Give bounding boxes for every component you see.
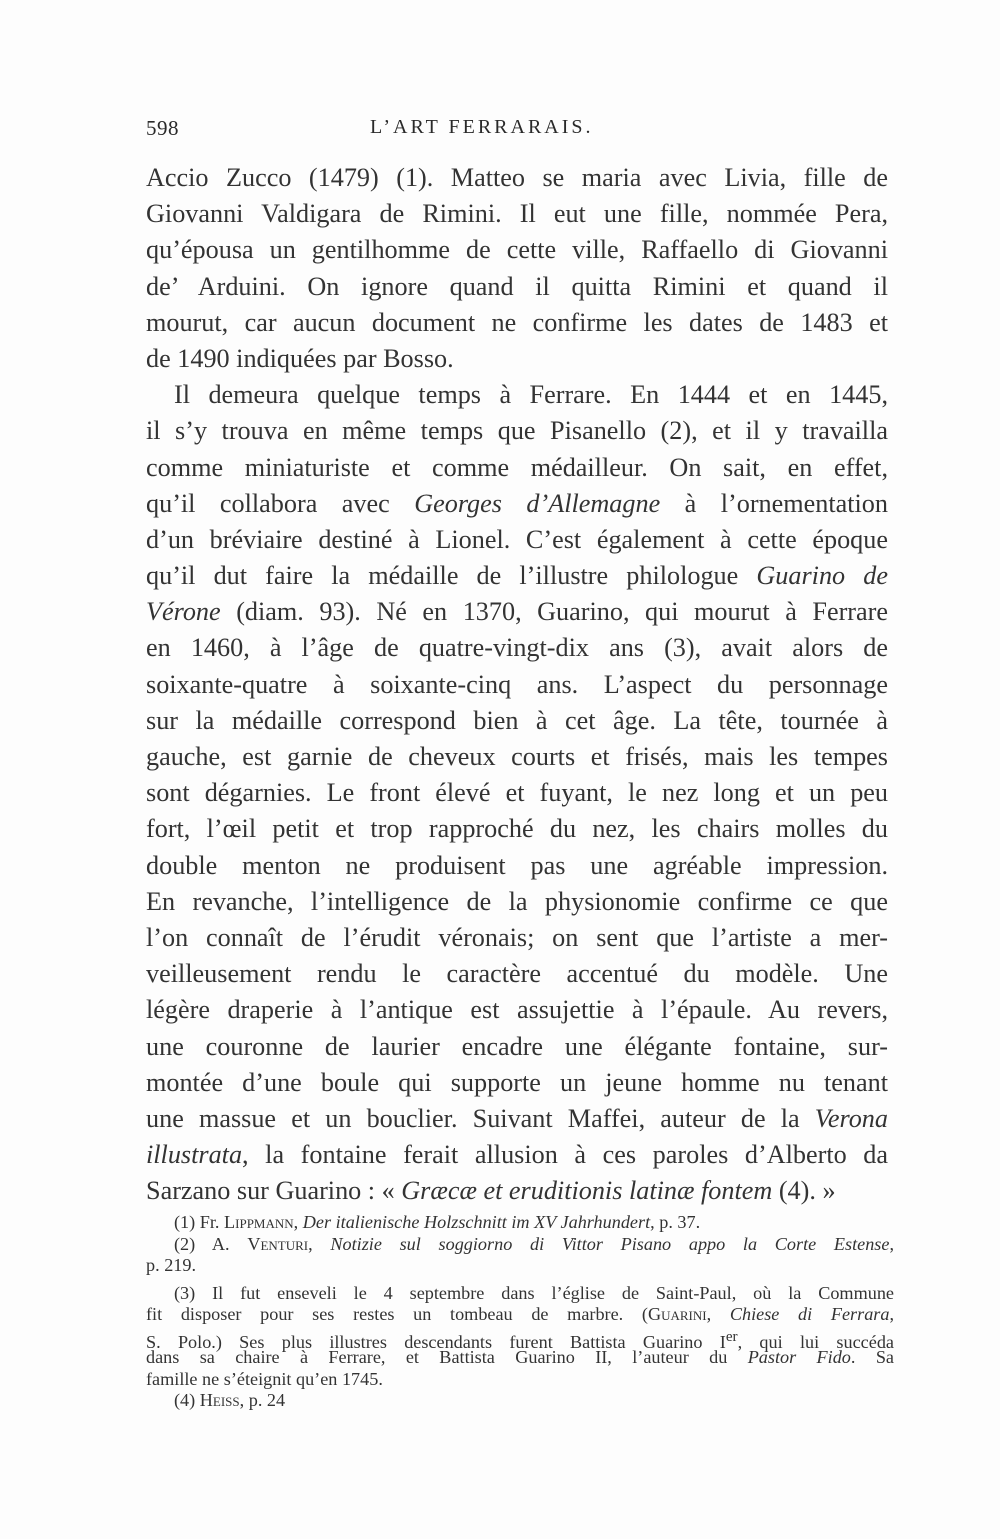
footnote-number: (2)	[174, 1233, 196, 1254]
text-segment: ,	[706, 1304, 730, 1324]
text-segment: dans sa chaire à Ferrare, et Battista Guarino II, l’auteur du	[146, 1347, 748, 1367]
author-name: Heiss	[199, 1390, 240, 1410]
text-line: légère draperie à l’antique est assujettie à l’épaule. Au revers,	[146, 995, 888, 1025]
italic-segment: Guarino de	[756, 561, 888, 591]
text-segment: à l’ornementation	[660, 488, 888, 518]
footnote-3-line	[146, 1304, 894, 1326]
text-line: soixante-quatre à soixante-cinq ans. L’aspect du personnage	[146, 669, 888, 699]
text-segment: Sarzano sur Guarino : «	[146, 1176, 402, 1206]
body-text	[146, 160, 888, 1209]
text-segment: , p. 37.	[650, 1212, 701, 1232]
text-segment: qu’il dut faire la médaille de l’illustre philologue	[146, 561, 757, 591]
text-line: Accio Zucco (1479) (1). Matteo se maria avec Livia, fille de	[146, 163, 888, 192]
text-line	[146, 1137, 888, 1173]
text-line: qu’épousa un gentilhomme de cette ville, Raffaello di Giovanni	[146, 235, 888, 265]
italic-segment: Vérone	[146, 597, 221, 627]
italic-segment: Græcæ et eruditionis latinæ fontem	[401, 1176, 773, 1206]
text-line	[146, 486, 888, 522]
text-line: Giovanni Valdigara de Rimini. Il eut une fille, nommée Pera,	[146, 199, 888, 229]
text-line: veilleusement rendu le caractère accentué du modèle. Une	[146, 959, 888, 989]
text-segment: ,	[889, 1304, 895, 1324]
italic-segment: Chiese di Ferrara	[729, 1304, 890, 1324]
superscript: er	[725, 1327, 738, 1345]
text-segment: , qui lui succéda	[737, 1331, 894, 1352]
text-segment: une massue et un bouclier. Suivant Maffei, auteur de la	[146, 1103, 815, 1133]
italic-segment: Georges d’Allemagne	[414, 488, 661, 518]
text-segment: , la fontaine ferait allusion à ces paroles d’Alberto da	[242, 1140, 888, 1170]
text-line: sur la médaille correspond bien à cet âge. La tête, tournée à	[146, 705, 888, 735]
running-title: L’ART FERRARAIS.	[370, 116, 594, 138]
text-line	[146, 1101, 888, 1137]
author-name: Guarini	[647, 1304, 707, 1324]
italic-segment: Pastor Fido	[747, 1347, 851, 1367]
footnote-2-continuation: p. 219.	[146, 1255, 197, 1275]
footnote-number: (4)	[174, 1390, 196, 1410]
italic-segment: Verona	[814, 1103, 888, 1133]
author-name: Lippmann	[224, 1212, 294, 1232]
text-line: comme miniaturiste et comme médailleur. On sait, en effet,	[146, 452, 888, 482]
italic-segment: illustrata	[146, 1140, 243, 1170]
text-line: il s’y trouva en même temps que Pisanello (2), et il y travailla	[146, 416, 888, 446]
footnote-1: (1) Fr. Lippmann, Der italienische Holzschnitt im XV Jahrhundert, p. 37.	[174, 1212, 701, 1232]
text-line: montée d’une boule qui supporte un jeune homme nu tenant	[146, 1067, 888, 1097]
footnote-3-line: famille ne s’éteignit qu’en 1745.	[146, 1368, 383, 1389]
text-line: en 1460, à l’âge de quatre-vingt-dix ans (3), avait alors de	[146, 633, 888, 663]
text-line	[146, 558, 888, 594]
text-line: de 1490 indiquées par Bosso.	[146, 343, 454, 373]
footnote-4	[146, 1390, 894, 1412]
page-header	[146, 116, 886, 146]
footnote-3: (3) Il fut enseveli le 4 septembre dans l’église de Saint-Paul, où la Commune	[174, 1282, 894, 1303]
text-line: l’on connaît de l’érudit véronais; on sent que l’artiste a mer-	[146, 922, 888, 952]
text-segment: , p. 24	[239, 1390, 286, 1410]
footnotes	[146, 1212, 894, 1412]
text-segment: qu’il collabora avec	[146, 488, 415, 518]
text-segment: fit disposer pour ses restes un tombeau de marbre. (	[146, 1304, 648, 1324]
text-segment: (diam. 93). Né en 1370, Guarino, qui mourut à Ferrare	[220, 597, 888, 627]
page-number: 598	[146, 116, 179, 140]
text-line: sont dégarnies. Le front élevé et fuyant, le nez long et un peu	[146, 778, 888, 808]
text-segment: (4). »	[772, 1176, 836, 1206]
text-line: gauche, est garnie de cheveux courts et frisés, mais les tempes	[146, 742, 888, 771]
text-line: En revanche, l’intelligence de la physionomie confirme ce que	[146, 886, 888, 916]
italic-segment: Notizie sul soggiorno di Vittor Pisano appo la Corte Estense	[330, 1233, 890, 1254]
text-line: Il demeura quelque temps à Ferrare. En 1444 et en 1445,	[174, 380, 888, 410]
text-line: mourut, car aucun document ne confirme les dates de 1483 et	[146, 307, 888, 337]
text-segment: Fr.	[199, 1212, 225, 1232]
text-segment: A.	[211, 1233, 248, 1254]
text-segment: S. Polo.) Ses plus illustres descendants furent Battista Guarino I	[146, 1331, 726, 1352]
text-line: fort, l’œil petit et trop rapproché du nez, les chairs molles du	[146, 814, 888, 844]
text-line: une couronne de laurier encadre une élégante fontaine, sur-	[146, 1031, 888, 1061]
text-line	[146, 594, 888, 630]
text-segment: ,	[889, 1233, 895, 1254]
text-line: double menton ne produisent pas une agréable impression.	[146, 850, 888, 880]
text-segment: . Sa	[850, 1347, 894, 1367]
footnote-3-line	[146, 1326, 894, 1352]
footnote-3-line	[146, 1347, 894, 1369]
text-line: de’ Arduini. On ignore quand il quitta Rimini et quand il	[146, 271, 888, 301]
footnote-2: (2) A. Venturi, Notizie sul soggiorno di Vittor Pisano appo la Corte Estense,	[174, 1233, 895, 1254]
footnote-number: (1)	[174, 1212, 196, 1232]
italic-segment: Der italienische Holzschnitt im XV Jahrhundert	[302, 1212, 651, 1232]
text-line: d’un bréviaire destiné à Lionel. C’est également à cette époque	[146, 524, 888, 554]
author-name: Venturi	[247, 1233, 309, 1254]
text-line	[146, 1173, 888, 1209]
